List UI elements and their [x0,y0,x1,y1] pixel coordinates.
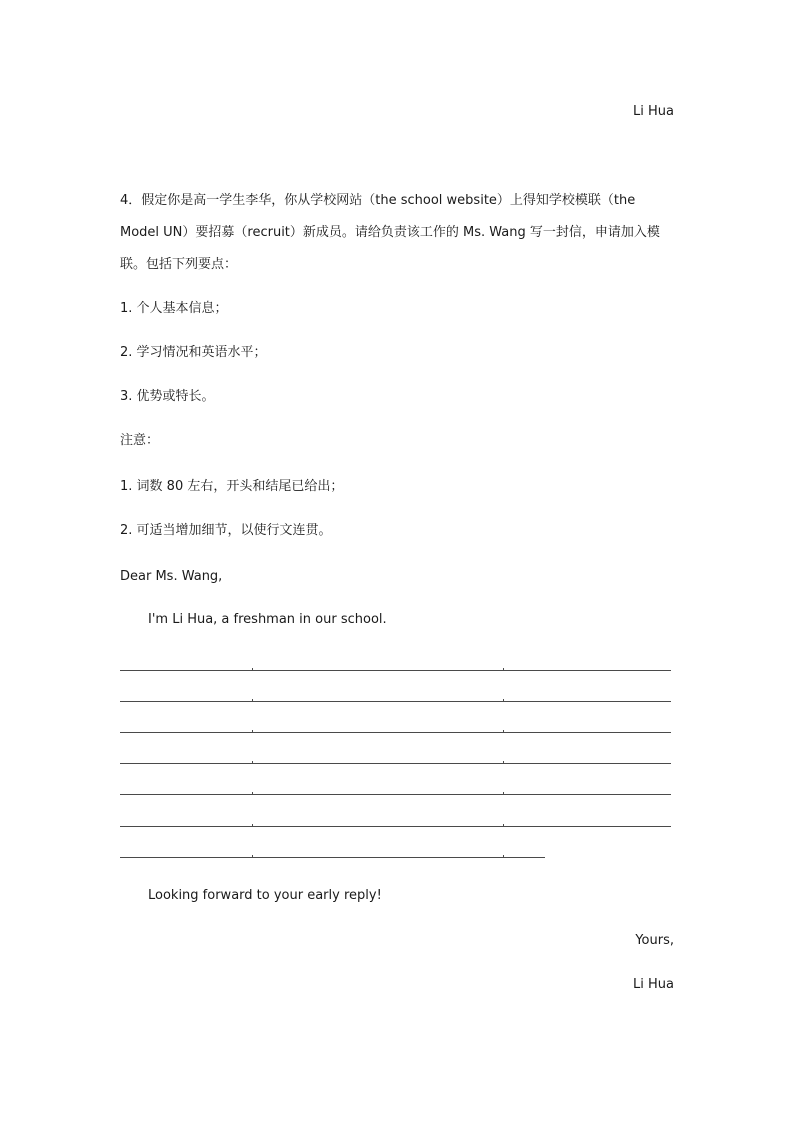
letter-closing-line: Looking forward to your early reply! [148,888,382,903]
line-mark [503,792,504,795]
letter-sign-off: Yours, [635,933,674,948]
writing-line-partial [120,857,545,858]
note-2: 2. 可适当增加细节，以使行文连贯。 [120,523,332,538]
letter-salutation: Dear Ms. Wang, [120,569,223,584]
line-mark [252,792,253,795]
line-mark [252,730,253,733]
letter-signature: Li Hua [633,977,674,992]
note-1: 1. 词数 80 左右，开头和结尾已给出； [120,479,344,494]
writing-line [120,826,671,827]
line-mark [503,761,504,764]
line-mark [503,730,504,733]
line-mark [252,699,253,702]
task-line-2: Model UN）要招募（recruit）新成员。请给负责该工作的 Ms. Wang 写一封信，申请加入模 [120,225,660,240]
note-label: 注意： [120,433,160,448]
point-2: 2. 学习情况和英语水平； [120,345,267,360]
letter-opening: I'm Li Hua, a freshman in our school. [148,612,387,627]
line-mark [503,824,504,827]
point-1: 1. 个人基本信息； [120,301,228,316]
writing-line [120,732,671,733]
writing-line [120,794,671,795]
line-mark [252,668,253,671]
line-mark [503,699,504,702]
writing-line [120,763,671,764]
top-signature: Li Hua [633,104,674,119]
line-mark [503,668,504,671]
line-mark [503,855,504,858]
task-line-1: 4．假定你是高一学生李华，你从学校网站（the school website）上得知学校模联（the [120,193,636,208]
task-line-3: 联。包括下列要点： [120,257,238,272]
writing-line [120,670,671,671]
point-3: 3. 优势或特长。 [120,389,215,404]
line-mark [252,855,253,858]
line-mark [252,761,253,764]
writing-line [120,701,671,702]
line-mark [252,824,253,827]
